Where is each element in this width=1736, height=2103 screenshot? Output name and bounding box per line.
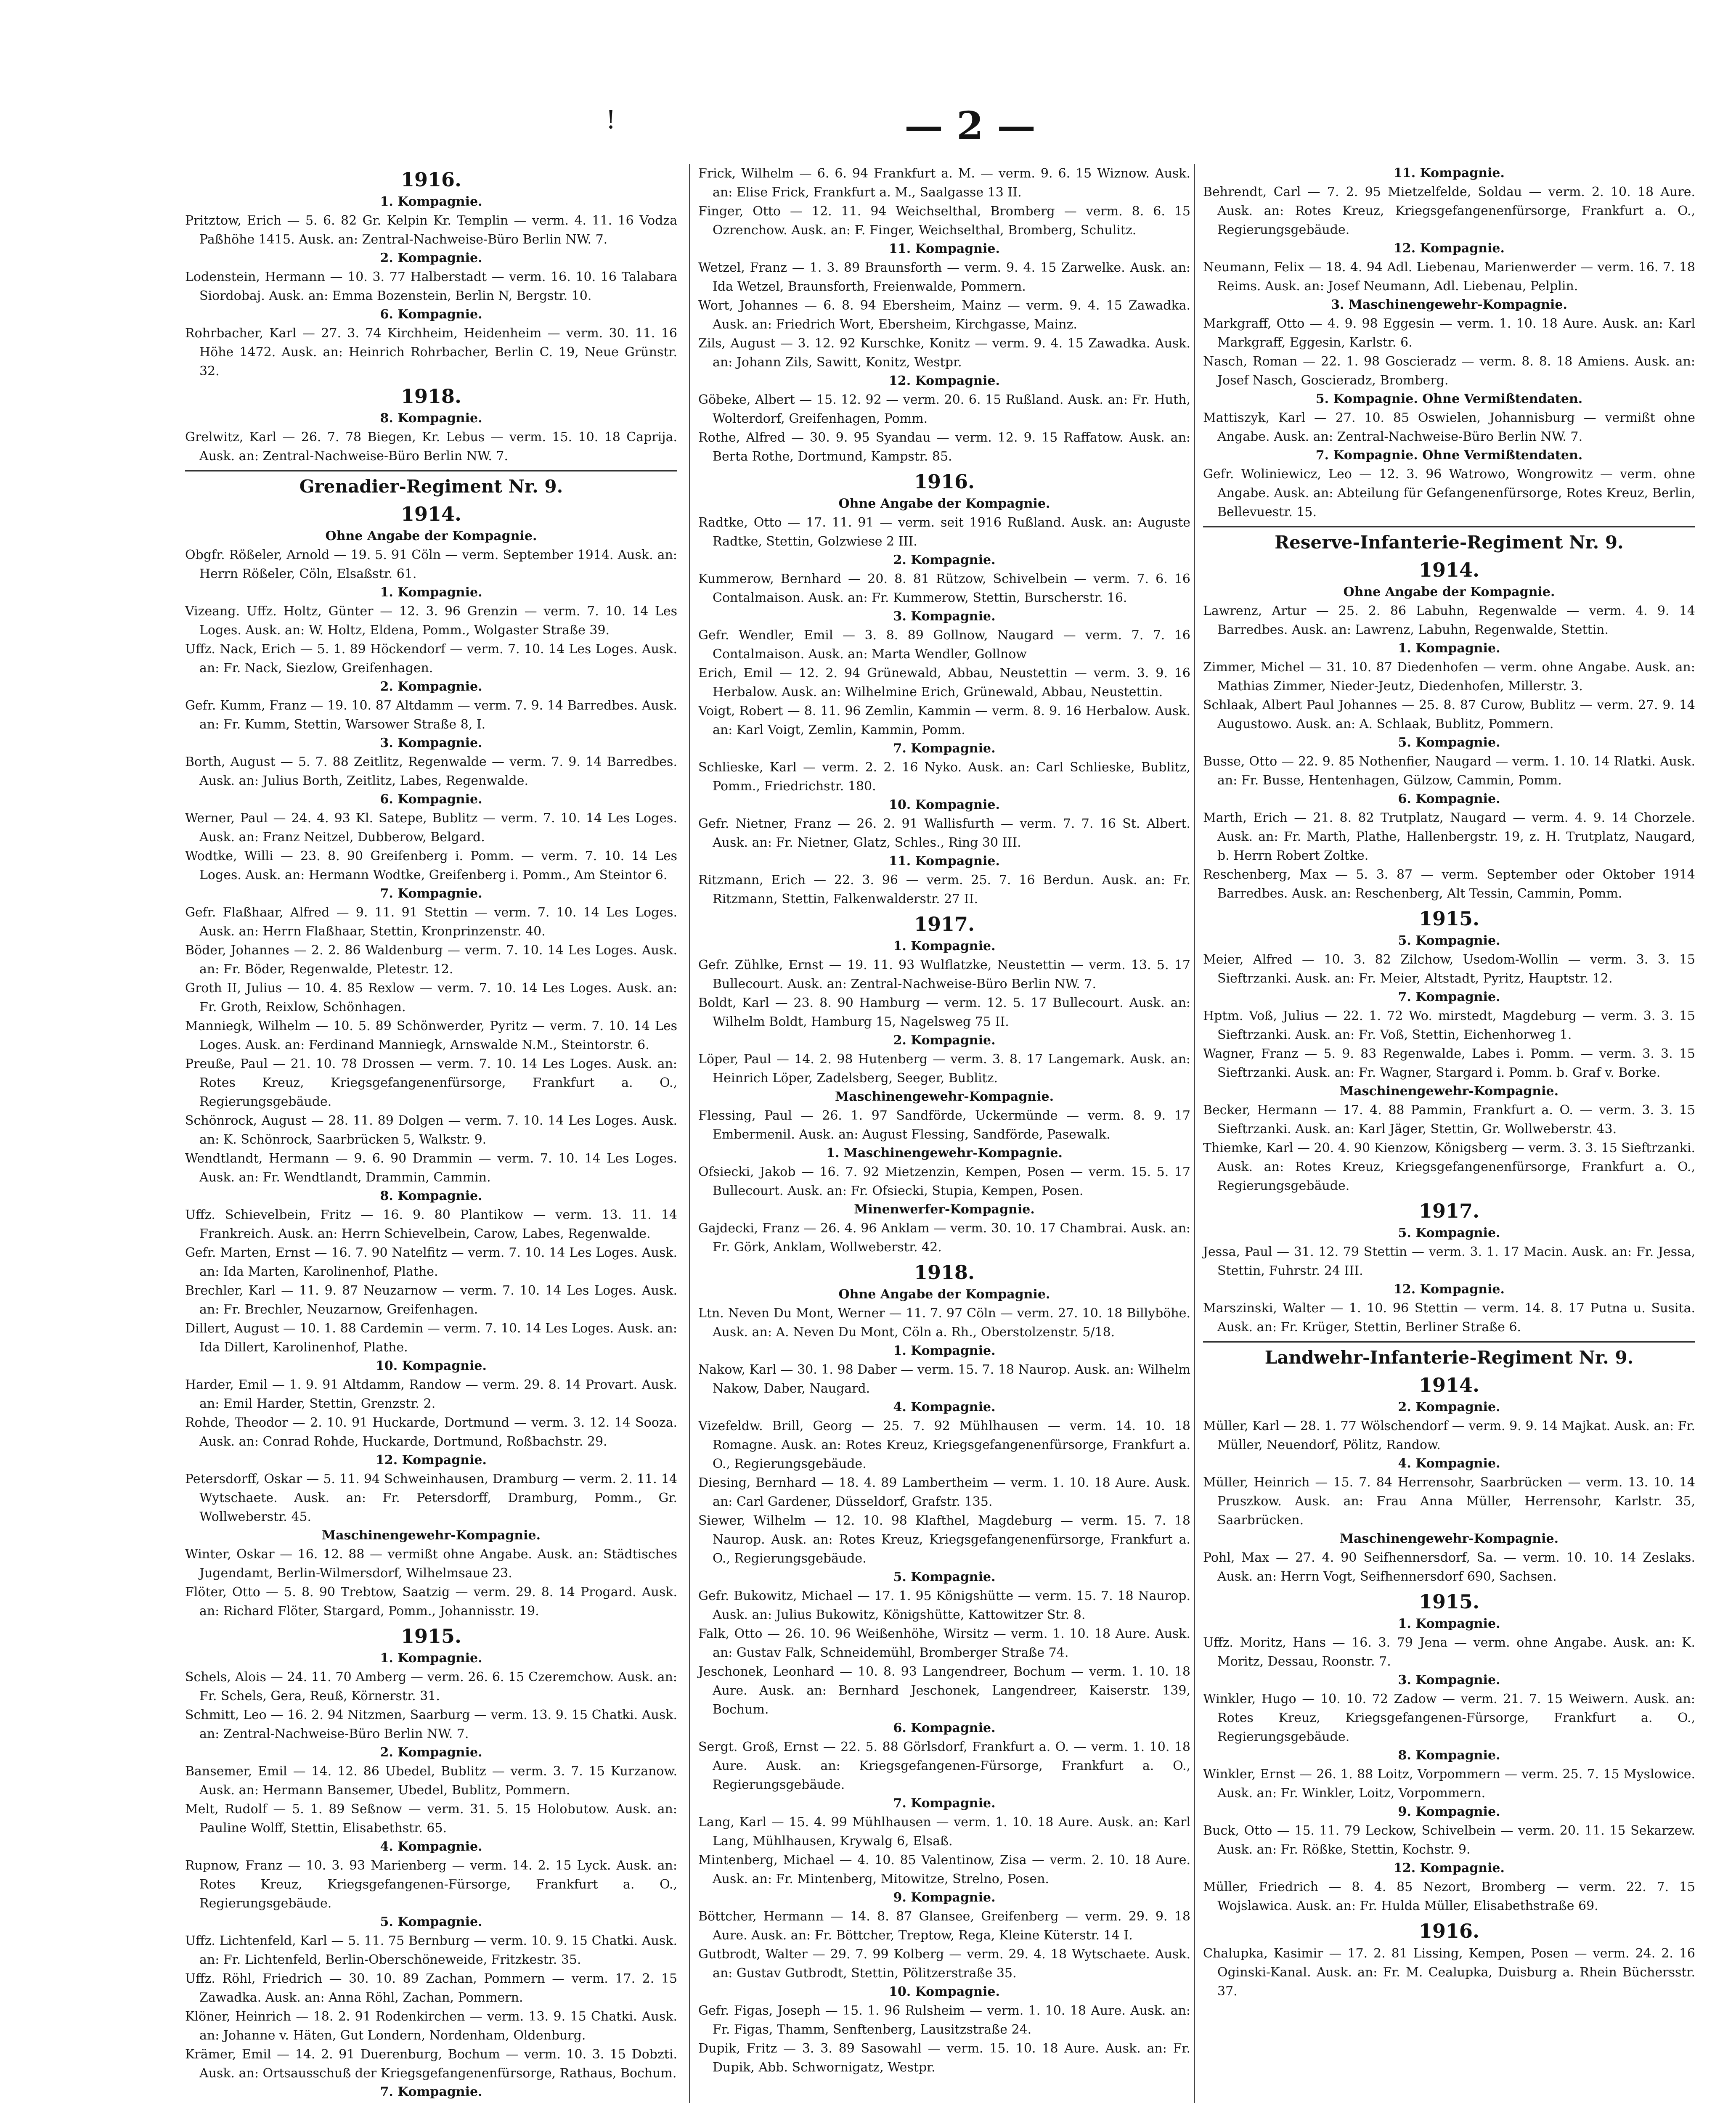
year-heading: 1914.	[1418, 559, 1480, 581]
company-heading: 5. Kompagnie.	[1398, 735, 1500, 750]
company-heading: 2. Kompagnie.	[1398, 1400, 1500, 1414]
casualty-entry: Rohrbacher, Karl — 27. 3. 74 Kirchheim, Heidenheim — verm. 30. 11. 16 Höhe 1472. Ausk. an: Heinrich Rohrbacher, Berlin C. 19, Neue Grünstr. 32.	[185, 326, 677, 379]
casualty-entry: Ofsiecki, Jakob — 16. 7. 92 Mietzenzin, Kempen, Posen — verm. 15. 5. 17 Bullecourt. Ausk. an: Fr. Ofsiecki, Stupia, Kempen, Posen.	[698, 1165, 1190, 1198]
casualty-entry: Busse, Otto — 22. 9. 85 Nothenfier, Naugard — verm. 1. 10. 14 Rlatki. Ausk. an: Fr. Busse, Hentenhagen, Gülzow, Cammin, Pomm.	[1203, 754, 1695, 788]
company-heading: 6. Kompagnie.	[380, 307, 482, 322]
year-heading: 1915.	[1418, 1590, 1480, 1613]
company-heading: 12. Kompagnie.	[889, 373, 1000, 388]
casualty-entry: Uffz. Schievelbein, Fritz — 16. 9. 80 Plantikow — verm. 13. 11. 14 Frankreich. Ausk. an: Herrn Schievelbein, Carow, Labes, Regenwalde.	[185, 1208, 677, 1241]
company-heading: 1. Kompagnie.	[380, 1651, 482, 1666]
company-heading: Maschinengewehr-Kompagnie.	[835, 1089, 1054, 1104]
casualty-entry: Gefr. Figas, Joseph — 15. 1. 96 Rulsheim — verm. 1. 10. 18 Aure. Ausk. an: Fr. Figas, Thamm, Senftenberg, Lausitzstraße 24.	[698, 2003, 1190, 2037]
casualty-entry: Schels, Alois — 24. 11. 70 Amberg — verm. 26. 6. 15 Czeremchow. Ausk. an: Fr. Schels, Gera, Reuß, Körnerstr. 31.	[185, 1670, 677, 1703]
company-heading: 12. Kompagnie.	[376, 1453, 487, 1467]
company-heading: 1. Kompagnie.	[1398, 1616, 1500, 1631]
casualty-entry: Gajdecki, Franz — 26. 4. 96 Anklam — verm. 30. 10. 17 Chambrai. Ausk. an: Fr. Görk, Anklam, Wollweberstr. 42.	[698, 1221, 1190, 1255]
casualty-entry: Petersdorff, Oskar — 5. 11. 94 Schweinhausen, Dramburg — verm. 2. 11. 14 Wytschaete. Ausk. an: Fr. Petersdorff, Dramburg, Pomm., Gr. Wollweberstr. 45.	[185, 1472, 677, 1524]
casualty-entry: Zils, August — 3. 12. 92 Kurschke, Konitz — verm. 9. 4. 15 Zawadka. Ausk. an: Johann Zils, Sawitt, Konitz, Westpr.	[698, 336, 1190, 370]
casualty-entry: Gefr. Woliniewicz, Leo — 12. 3. 96 Watrowo, Wongrowitz — verm. ohne Angabe. Ausk. an: Abteilung für Gefangenenfürsorge, Rotes Kreuz, Berlin, Bellevuestr. 15.	[1203, 467, 1695, 519]
margin-mark: !	[606, 105, 616, 135]
casualty-entry: Kummerow, Bernhard — 20. 8. 81 Rützow, Schivelbein — verm. 7. 6. 16 Contalmaison. Ausk. an: Fr. Kummerow, Stettin, Burscherstr. 16.	[698, 572, 1190, 605]
casualty-entry: Borth, August — 5. 7. 88 Zeitlitz, Regenwalde — verm. 7. 9. 14 Barredbes. Ausk. an: Julius Borth, Zeitlitz, Labes, Regenwalde.	[185, 755, 677, 788]
casualty-entry: Falk, Otto — 26. 10. 96 Weißenhöhe, Wirsitz — verm. 1. 10. 18 Aure. Ausk. an: Gustav Falk, Schneidemühl, Bromberger Straße 74.	[698, 1626, 1190, 1660]
casualty-entry: Gefr. Flaßhaar, Alfred — 9. 11. 91 Stettin — verm. 7. 10. 14 Les Loges. Ausk. an: Herrn Flaßhaar, Stettin, Kronprinzenstr. 40.	[185, 905, 677, 939]
casualty-entry: Winkler, Hugo — 10. 10. 72 Zadow — verm. 21. 7. 15 Weiwern. Ausk. an: Rotes Kreuz, Kriegsgefangenen-Fürsorge, Frankfurt a. O., Regierungsgebäude.	[1203, 1692, 1695, 1744]
company-heading: 7. Kompagnie.	[380, 886, 482, 901]
casualty-entry: Uffz. Lichtenfeld, Karl — 5. 11. 75 Bernburg — verm. 10. 9. 15 Chatki. Ausk. an: Fr. Lichtenfeld, Berlin-Oberschöneweide, Fritzkestr. 35.	[185, 1933, 677, 1967]
company-heading: 2. Kompagnie.	[893, 1033, 996, 1048]
casualty-entry: Löper, Paul — 14. 2. 98 Hutenberg — verm. 3. 8. 17 Langemark. Ausk. an: Heinrich Löper, Zadelsberg, Seeger, Bublitz.	[698, 1052, 1190, 1086]
company-heading: 3. Kompagnie.	[380, 736, 482, 750]
company-heading: 11. Kompagnie.	[889, 241, 1000, 256]
casualty-entry: Radtke, Otto — 17. 11. 91 — verm. seit 1916 Rußland. Ausk. an: Auguste Radtke, Stettin, Golzwiese 2 III.	[698, 515, 1190, 549]
casualty-entry: Manniegk, Wilhelm — 10. 5. 89 Schönwerder, Pyritz — verm. 7. 10. 14 Les Loges. Ausk. an: Ferdinand Manniegk, Arnswalde N.M., Steintorstr. 6.	[185, 1019, 677, 1052]
casualty-entry: Winkler, Ernst — 26. 1. 88 Loitz, Vorpommern — verm. 25. 7. 15 Myslowice. Ausk. an: Fr. Winkler, Loitz, Vorpommern.	[1203, 1767, 1695, 1801]
company-heading: Maschinengewehr-Kompagnie.	[1339, 1531, 1559, 1546]
company-heading: 4. Kompagnie.	[1398, 1456, 1500, 1471]
casualty-entry: Ritzmann, Erich — 22. 3. 96 — verm. 25. 7. 16 Berdun. Ausk. an: Fr. Ritzmann, Stettin, Falkenwalderstr. 27 II.	[698, 873, 1190, 906]
casualty-entry: Boldt, Karl — 23. 8. 90 Hamburg — verm. 12. 5. 17 Bullecourt. Ausk. an: Wilhelm Boldt, Hamburg 15, Nagelsweg 75 II.	[698, 996, 1190, 1029]
company-heading: 5. Kompagnie.	[1398, 933, 1500, 948]
year-heading: 1916.	[1418, 1920, 1480, 1942]
casualty-entry: Mattiszyk, Karl — 27. 10. 85 Oswielen, Johannisburg — vermißt ohne Angabe. Ausk. an: Zentral-Nachweise-Büro Berlin NW. 7.	[1203, 411, 1695, 444]
company-heading: 6. Kompagnie.	[1398, 792, 1500, 806]
casualty-entry: Melt, Rudolf — 5. 1. 89 Seßnow — verm. 31. 5. 15 Holobutow. Ausk. an: Pauline Wolff, Stettin, Elisabethstr. 65.	[185, 1802, 677, 1835]
casualty-entry: Schmitt, Leo — 16. 2. 94 Nitzmen, Saarburg — verm. 13. 9. 15 Chatki. Ausk. an: Zentral-Nachweise-Büro Berlin NW. 7.	[185, 1708, 677, 1741]
casualty-entry: Böttcher, Hermann — 14. 8. 87 Glansee, Greifenberg — verm. 29. 9. 18 Aure. Ausk. an: Fr. Böttcher, Treptow, Rega, Kleine Küterstr. 14 I.	[698, 1909, 1190, 1943]
company-heading: 7. Kompagnie.	[380, 2084, 482, 2099]
year-heading: 1918.	[400, 385, 462, 408]
casualty-entry: Bansemer, Emil — 14. 12. 86 Ubedel, Bublitz — verm. 3. 7. 15 Kurzanow. Ausk. an: Hermann Bansemer, Ubedel, Bublitz, Pommern.	[185, 1764, 677, 1798]
casualty-entry	[185, 2101, 677, 2103]
casualty-entry: Dillert, August — 10. 1. 88 Cardemin — verm. 7. 10. 14 Les Loges. Ausk. an: Ida Dillert, Karolinenhof, Plathe.	[185, 1321, 677, 1355]
company-heading: Ohne Angabe der Kompagnie.	[325, 529, 537, 543]
casualty-entry: Krämer, Emil — 14. 2. 91 Duerenburg, Bochum — verm. 10. 3. 15 Dobzti. Ausk. an: Ortsausschuß der Kriegsgefangenenfürsorge, Rathaus, Bochum.	[185, 2047, 677, 2081]
year-heading: 1916.	[914, 470, 975, 493]
casualty-entry: Müller, Heinrich — 15. 7. 84 Herrensohr, Saarbrücken — verm. 13. 10. 14 Pruszkow. Ausk. an: Frau Anna Müller, Herrensohr, Karlstr. 35, Saarbrücken.	[1203, 1475, 1695, 1528]
casualty-entry: Marszinski, Walter — 1. 10. 96 Stettin — verm. 14. 8. 17 Putna u. Susita. Ausk. an: Fr. Krüger, Stettin, Berliner Straße 6.	[1203, 1301, 1695, 1335]
company-heading: 10. Kompagnie.	[889, 797, 1000, 812]
casualty-entry: Vizefeldw. Brill, Georg — 25. 7. 92 Mühlhausen — verm. 14. 10. 18 Romagne. Ausk. an: Rotes Kreuz, Kriegsgefangenenfürsorge, Frankfurt a. O., Regierungsgebäude.	[698, 1419, 1190, 1471]
casualty-entry: Obgfr. Rößeler, Arnold — 19. 5. 91 Cöln — verm. September 1914. Ausk. an: Herrn Rößeler, Cöln, Elsaßstr. 61.	[185, 548, 677, 581]
company-heading: 2. Kompagnie.	[380, 251, 482, 265]
company-heading: 11. Kompagnie.	[889, 854, 1000, 869]
casualty-entry: Jeschonek, Leonhard — 10. 8. 93 Langendreer, Bochum — verm. 1. 10. 18 Aure. Ausk. an: Bernhard Jeschonek, Langendreer, Kaiserstr. 139, Bochum.	[698, 1664, 1190, 1717]
casualty-entry: Werner, Paul — 24. 4. 93 Kl. Satepe, Bublitz — verm. 7. 10. 14 Les Loges. Ausk. an: Franz Neitzel, Dubberow, Belgard.	[185, 811, 677, 845]
company-heading: 9. Kompagnie.	[893, 1890, 996, 1905]
casualty-entry: Pohl, Max — 27. 4. 90 Seifhennersdorf, Sa. — verm. 10. 10. 14 Zeslaks. Ausk. an: Herrn Vogt, Seifhennersdorf 690, Sachsen.	[1203, 1550, 1695, 1584]
casualty-entry: Preuße, Paul — 21. 10. 78 Drossen — verm. 7. 10. 14 Les Loges. Ausk. an: Rotes Kreuz, Kriegsgefangenenfürsorge, Frankfurt a. O., Regierungsgebäude.	[185, 1057, 677, 1109]
page-folio: — 2 —	[904, 103, 1036, 148]
company-heading: 2. Kompagnie.	[380, 1745, 482, 1760]
company-heading: 1. Kompagnie.	[893, 939, 996, 954]
regiment-heading: Grenadier-Regiment Nr. 9.	[185, 470, 677, 498]
year-heading: 1916.	[400, 168, 462, 191]
casualty-entry: Finger, Otto — 12. 11. 94 Weichselthal, Bromberg — verm. 8. 6. 15 Ozrenchow. Ausk. an: F. Finger, Weichselthal, Bromberg, Schulitz.	[698, 204, 1190, 238]
casualty-entry: Wetzel, Franz — 1. 3. 89 Braunsforth — verm. 9. 4. 15 Zarwelke. Ausk. an: Ida Wetzel, Braunsforth, Freienwalde, Pommern.	[698, 260, 1190, 294]
company-heading: 5. Kompagnie.	[380, 1915, 482, 1929]
company-heading: 7. Kompagnie.	[1398, 990, 1500, 1004]
casualty-entry: Gutbrodt, Walter — 29. 7. 99 Kolberg — verm. 29. 4. 18 Wytschaete. Ausk. an: Gustav Gutbrodt, Stettin, Pölitzerstraße 35.	[698, 1947, 1190, 1981]
company-heading: 3. Kompagnie.	[1398, 1673, 1500, 1687]
casualty-entry: Behrendt, Carl — 7. 2. 95 Mietzelfelde, Soldau — verm. 2. 10. 18 Aure. Ausk. an: Rotes Kreuz, Kriegsgefangenenfürsorge, Frankfurt a. O., Regierungsgebäude.	[1203, 185, 1695, 237]
casualty-entry: Müller, Friedrich — 8. 4. 85 Nezort, Bromberg — verm. 22. 7. 15 Wojslawica. Ausk. an: Fr. Hulda Müller, Elisabethstraße 69.	[1203, 1880, 1695, 1913]
company-heading: Maschinengewehr-Kompagnie.	[1339, 1084, 1559, 1099]
casualty-entry: Groth II, Julius — 10. 4. 85 Rexlow — verm. 7. 10. 14 Les Loges. Ausk. an: Fr. Groth, Reixlow, Schönhagen.	[185, 981, 677, 1014]
casualty-entry: Sergt. Groß, Ernst — 22. 5. 88 Görlsdorf, Frankfurt a. O. — verm. 1. 10. 18 Aure. Ausk. an: Kriegsgefangenen-Fürsorge, Frankfurt a. O., Regierungsgebäude.	[698, 1740, 1190, 1792]
year-heading: 1915.	[1418, 907, 1480, 930]
casualty-entry: Rupnow, Franz — 10. 3. 93 Marienberg — verm. 14. 2. 15 Lyck. Ausk. an: Rotes Kreuz, Kriegsgefangenen-Fürsorge, Frankfurt a. O., Regierungsgebäude.	[185, 1858, 677, 1911]
company-heading: 10. Kompagnie.	[889, 1984, 1000, 1999]
casualty-entry: Becker, Hermann — 17. 4. 88 Pammin, Frankfurt a. O. — verm. 3. 3. 15 Sieftrzanki. Ausk. an: Karl Jäger, Stettin, Gr. Wollweberstr. 43.	[1203, 1103, 1695, 1136]
company-heading: 12. Kompagnie.	[1394, 1861, 1505, 1875]
casualty-entry: Marth, Erich — 21. 8. 82 Trutplatz, Naugard — verm. 4. 9. 14 Chorzele. Ausk. an: Fr. Marth, Plathe, Hallenbergstr. 19, z. H. Trutplatz, Naugard, b. Herrn Robert Zoltke.	[1203, 810, 1695, 863]
company-heading: Ohne Angabe der Kompagnie.	[1343, 585, 1555, 599]
casualty-entry: Rohde, Theodor — 2. 10. 91 Huckarde, Dortmund — verm. 3. 12. 14 Sooza. Ausk. an: Conrad Rohde, Huckarde, Dortmund, Roßbachstr. 29.	[185, 1415, 677, 1449]
company-heading: 5. Kompagnie.	[893, 1570, 996, 1584]
casualty-entry: Erich, Emil — 12. 2. 94 Grünewald, Abbau, Neustettin — verm. 3. 9. 16 Herbalow. Ausk. an: Wilhelmine Erich, Grünewald, Abbau, Neustettin.	[698, 666, 1190, 699]
casualty-entry: Lawrenz, Artur — 25. 2. 86 Labuhn, Regenwalde — verm. 4. 9. 14 Barredbes. Ausk. an: Lawrenz, Labuhn, Regenwalde, Stettin.	[1203, 604, 1695, 637]
company-heading: 1. Kompagnie.	[380, 585, 482, 600]
company-heading: Ohne Angabe der Kompagnie.	[838, 1287, 1050, 1302]
company-heading: 9. Kompagnie.	[1398, 1804, 1500, 1819]
casualty-entry: Frick, Wilhelm — 6. 6. 94 Frankfurt a. M. — verm. 9. 6. 15 Wiznow. Ausk. an: Elise Frick, Frankfurt a. M., Saalgasse 13 II.	[698, 166, 1190, 200]
company-heading: 3. Maschinengewehr-Kompagnie.	[1331, 297, 1567, 312]
year-heading: 1917.	[914, 913, 975, 935]
casualty-entry: Gefr. Bukowitz, Michael — 17. 1. 95 Königshütte — verm. 15. 7. 18 Naurop. Ausk. an: Julius Bukowitz, Königshütte, Kattowitzer Str. 8.	[698, 1589, 1190, 1622]
casualty-entry: Müller, Karl — 28. 1. 77 Wölschendorf — verm. 9. 9. 14 Majkat. Ausk. an: Fr. Müller, Neuendorf, Pölitz, Randow.	[1203, 1419, 1695, 1452]
casualty-entry: Schönrock, August — 28. 11. 89 Dolgen — verm. 7. 10. 14 Les Loges. Ausk. an: K. Schönrock, Saarbrücken 5, Walkstr. 9.	[185, 1113, 677, 1147]
year-heading: 1918.	[914, 1261, 975, 1284]
company-heading: 4. Kompagnie.	[893, 1400, 996, 1414]
casualty-entry: Reschenberg, Max — 5. 3. 87 — verm. September oder Oktober 1914 Barredbes. Ausk. an: Reschenberg, Alt Tessin, Cammin, Pomm.	[1203, 867, 1695, 901]
column-1	[185, 164, 677, 2103]
casualty-entry: Gefr. Zühlke, Ernst — 19. 11. 93 Wulflatzke, Neustettin — verm. 13. 5. 17 Bullecourt. Ausk. an: Zentral-Nachweise-Büro Berlin NW. 7.	[698, 958, 1190, 991]
casualty-entry: Mintenberg, Michael — 4. 10. 85 Valentinow, Zisa — verm. 2. 10. 18 Aure. Ausk. an: Fr. Mintenberg, Mitowitze, Strelno, Posen.	[698, 1853, 1190, 1886]
casualty-entry: Gefr. Marten, Ernst — 16. 7. 90 Natelfitz — verm. 7. 10. 14 Les Loges. Ausk. an: Ida Marten, Karolinenhof, Plathe.	[185, 1245, 677, 1279]
casualty-entry: Wort, Johannes — 6. 8. 94 Ebersheim, Mainz — verm. 9. 4. 15 Zawadka. Ausk. an: Friedrich Wort, Ebersheim, Kirchgasse, Mainz.	[698, 298, 1190, 332]
year-heading: 1914.	[400, 503, 462, 525]
year-heading: 1914.	[1418, 1374, 1480, 1396]
casualty-entry: Chalupka, Kasimir — 17. 2. 81 Lissing, Kempen, Posen — verm. 24. 2. 16 Oginski-Kanal. Ausk. an: Fr. M. Cealupka, Duisburg a. Rhein Büchersstr. 37.	[1203, 1946, 1695, 1999]
casualty-entry: Winter, Oskar — 16. 12. 88 — vermißt ohne Angabe. Ausk. an: Städtisches Jugendamt, Berlin-Wilmersdorf, Wilhelmsaue 23.	[185, 1547, 677, 1581]
company-heading: 11. Kompagnie.	[1394, 166, 1505, 180]
casualty-entry: Neumann, Felix — 18. 4. 94 Adl. Liebenau, Marienwerder — verm. 16. 7. 18 Reims. Ausk. an: Josef Neumann, Adl. Liebenau, Pelplin.	[1203, 260, 1695, 294]
company-heading: Minenwerfer-Kompagnie.	[854, 1202, 1035, 1217]
company-heading: Maschinengewehr-Kompagnie.	[321, 1528, 541, 1543]
column-2	[698, 164, 1190, 2077]
company-heading: 10. Kompagnie.	[376, 1359, 487, 1373]
casualty-entry: Ltn. Neven Du Mont, Werner — 11. 7. 97 Cöln — verm. 27. 10. 18 Billyböhe. Ausk. an: A. Neven Du Mont, Cöln a. Rh., Oberstolzenstr. 5/18.	[698, 1306, 1190, 1340]
casualty-entry: Pritztow, Erich — 5. 6. 82 Gr. Kelpin Kr. Templin — verm. 4. 11. 16 Vodza Paßhöhe 1415. Ausk. an: Zentral-Nachweise-Büro Berlin NW. 7.	[185, 213, 677, 247]
casualty-entry: Uffz. Nack, Erich — 5. 1. 89 Höckendorf — verm. 7. 10. 14 Les Loges. Ausk. an: Fr. Nack, Siezlow, Greifenhagen.	[185, 642, 677, 675]
company-heading: 1. Maschinengewehr-Kompagnie.	[826, 1146, 1063, 1160]
company-heading: 8. Kompagnie.	[380, 411, 482, 426]
casualty-entry: Harder, Emil — 1. 9. 91 Altdamm, Randow — verm. 29. 8. 14 Provart. Ausk. an: Emil Harder, Stettin, Grenzstr. 2.	[185, 1377, 677, 1411]
company-heading: 4. Kompagnie.	[380, 1839, 482, 1854]
casualty-entry: Siewer, Wilhelm — 12. 10. 98 Klafthel, Magdeburg — verm. 15. 7. 18 Naurop. Ausk. an: Rotes Kreuz, Kriegsgefangenenfürsorge, Frankfurt a. O., Regierungsgebäude.	[698, 1513, 1190, 1566]
casualty-entry: Thiemke, Karl — 20. 4. 90 Kienzow, Königsberg — verm. 3. 3. 15 Sieftrzanki. Ausk. an: Rotes Kreuz, Kriegsgefangenenfürsorge, Frankfurt a. O., Regierungsgebäude.	[1203, 1141, 1695, 1193]
company-heading: 1. Kompagnie.	[893, 1343, 996, 1358]
company-heading: 3. Kompagnie.	[893, 609, 996, 624]
column-3	[1203, 164, 1695, 2001]
casualty-entry: Voigt, Robert — 8. 11. 96 Zemlin, Kammin — verm. 8. 9. 16 Herbalow. Ausk. an: Karl Voigt, Zemlin, Kammin, Pomm.	[698, 704, 1190, 737]
casualty-entry: Grelwitz, Karl — 26. 7. 78 Biegen, Kr. Lebus — verm. 15. 10. 18 Caprija. Ausk. an: Zentral-Nachweise-Büro Berlin NW. 7.	[185, 430, 677, 464]
company-heading: 6. Kompagnie.	[893, 1721, 996, 1735]
casualty-entry: Uffz. Moritz, Hans — 16. 3. 79 Jena — verm. ohne Angabe. Ausk. an: K. Moritz, Dessau, Roonstr. 7.	[1203, 1635, 1695, 1669]
casualty-entry: Brechler, Karl — 11. 9. 87 Neuzarnow — verm. 7. 10. 14 Les Loges. Ausk. an: Fr. Brechler, Neuzarnow, Greifenhagen.	[185, 1283, 677, 1317]
casualty-entry: Schlieske, Karl — verm. 2. 2. 16 Nyko. Ausk. an: Carl Schlieske, Bublitz, Pomm., Friedrichstr. 180.	[698, 760, 1190, 794]
casualty-entry: Uffz. Röhl, Friedrich — 30. 10. 89 Zachan, Pommern — verm. 17. 2. 15 Zawadka. Ausk. an: Anna Röhl, Zachan, Pommern.	[185, 1971, 677, 2005]
casualty-entry: Dupik, Fritz — 3. 3. 89 Sasowahl — verm. 15. 10. 18 Aure. Ausk. an: Fr. Dupik, Abb. Schwornigatz, Westpr.	[698, 2041, 1190, 2075]
casualty-entry: Flöter, Otto — 5. 8. 90 Trebtow, Saatzig — verm. 29. 8. 14 Progard. Ausk. an: Richard Flöter, Stargard, Pomm., Johannisstr. 19.	[185, 1585, 677, 1618]
company-heading: 12. Kompagnie.	[1394, 1282, 1505, 1297]
casualty-entry: Hptm. Voß, Julius — 22. 1. 72 Wo. mirstedt, Magdeburg — verm. 3. 3. 15 Sieftrzanki. Ausk. an: Fr. Voß, Stettin, Eichenhorweg 1.	[1203, 1009, 1695, 1042]
casualty-entry: Gefr. Kumm, Franz — 19. 10. 87 Altdamm — verm. 7. 9. 14 Barredbes. Ausk. an: Fr. Kumm, Stettin, Warsower Straße 8, I.	[185, 698, 677, 732]
casualty-entry: Meier, Alfred — 10. 3. 82 Zilchow, Usedom-Wollin — verm. 3. 3. 15 Sieftrzanki. Ausk. an: Fr. Meier, Altstadt, Pyritz, Hauptstr. 12.	[1203, 952, 1695, 986]
company-heading: Ohne Angabe der Kompagnie.	[838, 496, 1050, 511]
company-heading: 1. Kompagnie.	[1398, 641, 1500, 656]
company-heading: 12. Kompagnie.	[1394, 241, 1505, 256]
casualty-entry: Klöner, Heinrich — 18. 2. 91 Rodenkirchen — verm. 13. 9. 15 Chatki. Ausk. an: Johanne v. Häten, Gut Londern, Nordenham, Oldenburg.	[185, 2009, 677, 2043]
casualty-entry: Vizeang. Uffz. Holtz, Günter — 12. 3. 96 Grenzin — verm. 7. 10. 14 Les Loges. Ausk. an: W. Holtz, Eldena, Pomm., Wolgaster Straße 39.	[185, 604, 677, 638]
company-heading: 7. Kompagnie.	[893, 1796, 996, 1811]
casualty-entry: Schlaak, Albert Paul Johannes — 25. 8. 87 Curow, Bublitz — verm. 27. 9. 14 Augustowo. Ausk. an: A. Schlaak, Bublitz, Pommern.	[1203, 698, 1695, 731]
casualty-entry: Wodtke, Willi — 23. 8. 90 Greifenberg i. Pomm. — verm. 7. 10. 14 Les Loges. Ausk. an: Hermann Wodtke, Greifenberg i. Pomm., Am Steintor 6.	[185, 849, 677, 882]
year-heading: 1915.	[400, 1625, 462, 1647]
casualty-entry: Jessa, Paul — 31. 12. 79 Stettin — verm. 3. 1. 17 Macin. Ausk. an: Fr. Jessa, Stettin, Fuhrstr. 24 III.	[1203, 1245, 1695, 1278]
company-heading: 5. Kompagnie.	[1398, 1226, 1500, 1240]
casualty-entry: Rothe, Alfred — 30. 9. 95 Syandau — verm. 12. 9. 15 Raffatow. Ausk. an: Berta Rothe, Dortmund, Kampstr. 85.	[698, 430, 1190, 464]
company-heading: 8. Kompagnie.	[380, 1189, 482, 1203]
casualty-entry: Wagner, Franz — 5. 9. 83 Regenwalde, Labes i. Pomm. — verm. 3. 3. 15 Sieftrzanki. Ausk. an: Fr. Wagner, Stargard i. Pomm. b. Graf v. Borke.	[1203, 1046, 1695, 1080]
company-heading: 5. Kompagnie. Ohne Vermißtendaten.	[1315, 392, 1583, 406]
casualty-entry: Diesing, Bernhard — 18. 4. 89 Lambertheim — verm. 1. 10. 18 Aure. Ausk. an: Carl Gardener, Düsseldorf, Grafstr. 135.	[698, 1475, 1190, 1509]
casualty-entry: Zimmer, Michel — 31. 10. 87 Diedenhofen — verm. ohne Angabe. Ausk. an: Mathias Zimmer, Nieder-Jeutz, Diedenhofen, Millerstr. 3.	[1203, 660, 1695, 694]
casualty-entry: Buck, Otto — 15. 11. 79 Leckow, Schivelbein — verm. 20. 11. 15 Sekarzew. Ausk. an: Fr. Rößke, Stettin, Kochstr. 9.	[1203, 1823, 1695, 1857]
casualty-entry: Böder, Johannes — 2. 2. 86 Waldenburg — verm. 7. 10. 14 Les Loges. Ausk. an: Fr. Böder, Regenwalde, Pletestr. 12.	[185, 943, 677, 977]
casualty-entry: Göbeke, Albert — 15. 12. 92 — verm. 20. 6. 15 Rußland. Ausk. an: Fr. Huth, Wolterdorf, Greifenhagen, Pomm.	[698, 392, 1190, 426]
casualty-entry: Nasch, Roman — 22. 1. 98 Goscieradz — verm. 8. 8. 18 Amiens. Ausk. an: Josef Nasch, Goscieradz, Bromberg.	[1203, 354, 1695, 388]
company-heading: 8. Kompagnie.	[1398, 1748, 1500, 1763]
casualty-entry: Wendtlandt, Hermann — 9. 6. 90 Drammin — verm. 7. 10. 14 Les Loges. Ausk. an: Fr. Wendtlandt, Drammin, Cammin.	[185, 1151, 677, 1185]
regiment-heading: Landwehr-Infanterie-Regiment Nr. 9.	[1203, 1341, 1695, 1369]
company-heading: 6. Kompagnie.	[380, 792, 482, 807]
company-heading: 7. Kompagnie.	[893, 741, 996, 756]
regiment-heading: Reserve-Infanterie-Regiment Nr. 9.	[1203, 526, 1695, 554]
casualty-entry: Gefr. Nietner, Franz — 26. 2. 91 Wallisfurth — verm. 7. 7. 16 St. Albert. Ausk. an: Fr. Nietner, Glatz, Schles., Ring 30 III.	[698, 816, 1190, 850]
company-heading: 2. Kompagnie.	[893, 553, 996, 567]
casualty-entry: Markgraff, Otto — 4. 9. 98 Eggesin — verm. 1. 10. 18 Aure. Ausk. an: Karl Markgraff, Eggesin, Karlstr. 6.	[1203, 316, 1695, 350]
year-heading: 1917.	[1418, 1200, 1480, 1222]
casualty-entry: Nakow, Karl — 30. 1. 98 Daber — verm. 15. 7. 18 Naurop. Ausk. an: Wilhelm Nakow, Daber, Naugard.	[698, 1362, 1190, 1396]
casualty-entry: Lodenstein, Hermann — 10. 3. 77 Halberstadt — verm. 16. 10. 16 Talabara Siordobaj. Ausk. an: Emma Bozenstein, Berlin N, Bergstr. 10.	[185, 270, 677, 303]
company-heading: 7. Kompagnie. Ohne Vermißtendaten.	[1315, 448, 1583, 463]
casualty-entry: Lang, Karl — 15. 4. 99 Mühlhausen — verm. 1. 10. 18 Aure. Ausk. an: Karl Lang, Mühlhausen, Krywalg 6, Elsaß.	[698, 1815, 1190, 1849]
casualty-entry: Gefr. Wendler, Emil — 3. 8. 89 Gollnow, Naugard — verm. 7. 7. 16 Contalmaison. Ausk. an: Marta Wendler, Gollnow	[698, 628, 1190, 662]
company-heading: 2. Kompagnie.	[380, 679, 482, 694]
casualty-entry: Flessing, Paul — 26. 1. 97 Sandförde, Uckermünde — verm. 8. 9. 17 Embermenil. Ausk. an: August Flessing, Sandförde, Pasewalk.	[698, 1108, 1190, 1142]
company-heading: 1. Kompagnie.	[380, 194, 482, 209]
